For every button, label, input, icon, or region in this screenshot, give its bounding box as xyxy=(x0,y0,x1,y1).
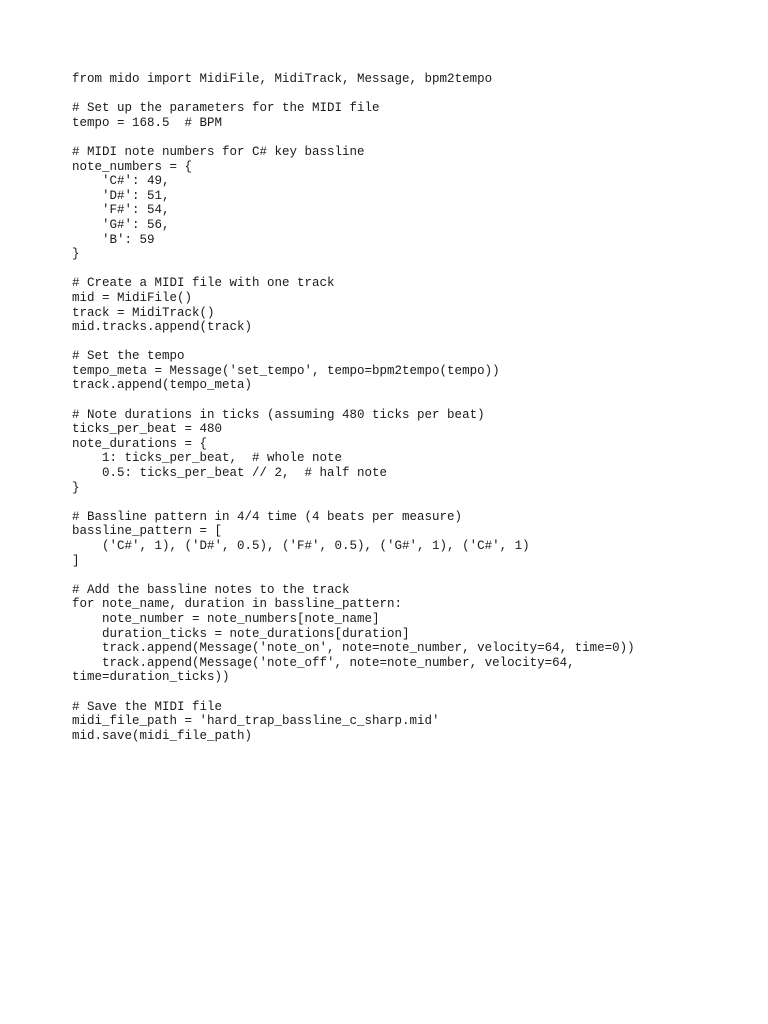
code-line: # MIDI note numbers for C# key bassline xyxy=(72,144,365,159)
code-line: 'D#': 51, xyxy=(72,188,170,203)
code-line: track = MidiTrack() xyxy=(72,305,215,320)
code-line: ticks_per_beat = 480 xyxy=(72,422,223,437)
code-line: mid = MidiFile() xyxy=(72,290,193,305)
code-line: track.append(Message('note_on', note=note_number, velocity=64, time=0)) xyxy=(72,641,635,656)
code-line: tempo_meta = Message('set_tempo', tempo=bpm2tempo(tempo)) xyxy=(72,363,500,378)
code-line: } xyxy=(72,247,80,262)
code-block xyxy=(72,72,712,743)
code-line xyxy=(72,335,712,350)
code-line: bassline_pattern = [ xyxy=(72,524,223,539)
code-line: # Create a MIDI file with one track xyxy=(72,276,335,291)
code-line: note_durations = { xyxy=(72,436,208,451)
code-line xyxy=(72,87,712,102)
code-line: ('C#', 1), ('D#', 0.5), ('F#', 0.5), ('G#', 1), ('C#', 1) xyxy=(72,539,530,553)
code-line xyxy=(72,262,712,277)
code-line: 0.5: ticks_per_beat // 2, # half note xyxy=(72,466,388,481)
code-line: ] xyxy=(72,553,80,568)
code-line xyxy=(72,393,712,408)
code-line: # Set the tempo xyxy=(72,349,185,364)
code-line xyxy=(72,130,712,145)
code-line: for note_name, duration in bassline_pattern: xyxy=(72,597,403,612)
code-line: # Save the MIDI file xyxy=(72,699,223,714)
code-line: # Set up the parameters for the MIDI file xyxy=(72,101,380,116)
code-line: 'G#': 56, xyxy=(72,217,170,232)
code-line: 'C#': 49, xyxy=(72,174,170,189)
code-line: midi_file_path = 'hard_trap_bassline_c_sharp.mid' xyxy=(72,714,440,729)
code-line: track.append(Message('note_off', note=note_number, velocity=64, xyxy=(72,655,575,670)
code-line: duration_ticks = note_durations[duration] xyxy=(72,626,410,641)
code-line: # Add the bassline notes to the track xyxy=(72,582,350,597)
code-line: note_numbers = { xyxy=(72,159,193,174)
code-line: mid.save(midi_file_path) xyxy=(72,728,253,743)
code-line: # Bassline pattern in 4/4 time (4 beats per measure) xyxy=(72,509,463,524)
code-line: 1: ticks_per_beat, # whole note xyxy=(72,451,343,466)
code-line: track.append(tempo_meta) xyxy=(72,378,253,393)
code-line: tempo = 168.5 # BPM xyxy=(72,115,223,130)
code-line xyxy=(72,495,712,510)
code-line: } xyxy=(72,480,80,495)
code-line: from mido import MidiFile, MidiTrack, Message, bpm2tempo xyxy=(72,72,493,86)
code-line: mid.tracks.append(track) xyxy=(72,320,253,335)
code-line: # Note durations in ticks (assuming 480 ticks per beat) xyxy=(72,407,485,422)
code-line: 'F#': 54, xyxy=(72,203,170,218)
code-line: note_number = note_numbers[note_name] xyxy=(72,611,380,626)
code-line xyxy=(72,685,712,700)
code-line xyxy=(72,568,712,583)
code-line: 'B': 59 xyxy=(72,232,155,247)
code-line: time=duration_ticks)) xyxy=(72,670,230,685)
